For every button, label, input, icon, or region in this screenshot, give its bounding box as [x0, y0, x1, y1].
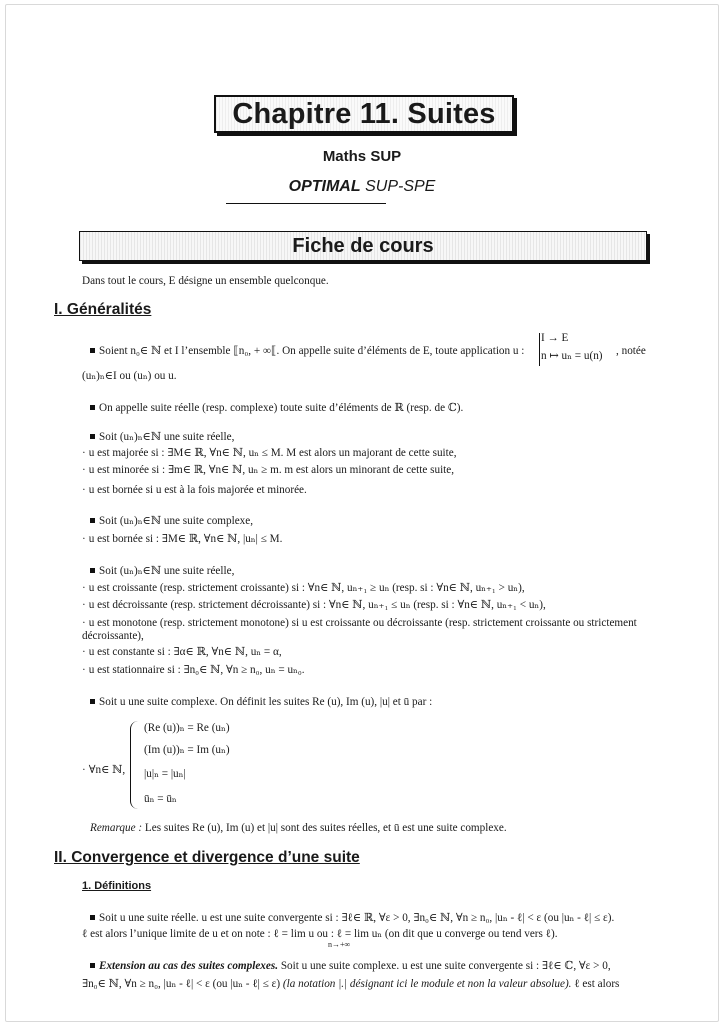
complex-bornee-text: u est bornée si : ∃M∈ ℝ, ∀n∈ ℕ, |uₙ| ≤ M. — [88, 533, 283, 545]
real-seq-text: Soit (uₙ)ₙ∈ℕ une suite réelle, — [99, 431, 235, 443]
subtitle: Maths SUP — [322, 148, 402, 165]
remark-label: Remarque : — [90, 822, 143, 834]
equation-4: ūₙ = ūₙ — [144, 793, 177, 805]
mapping-bar — [539, 333, 540, 366]
mapping-bottom: n ↦ uₙ = u(n) — [541, 350, 603, 362]
monotone-text-1: u est monotone (resp. strictement monotone) si u est croissante ou décroissante (resp. strictement croissante ou strictement — [88, 617, 637, 629]
bullet-icon — [90, 699, 95, 704]
remark — [90, 821, 507, 835]
brand-bold: OPTIMAL — [288, 178, 361, 195]
extension-text-2b: (la notation |.| désignant ici le module et non la valeur absolue). — [282, 978, 572, 990]
limit-subscript: n→+∞ — [328, 940, 351, 949]
complex-def — [90, 695, 432, 709]
mapping-top: I → E — [541, 332, 569, 344]
monotone-item-cont: décroissante), — [82, 630, 144, 642]
bullet-icon — [90, 518, 95, 523]
brand-rest: SUP-SPE — [365, 178, 436, 195]
real-seq2-text: Soit (uₙ)ₙ∈ℕ une suite réelle, — [99, 565, 235, 577]
equation-1: (Re (u))ₙ = Re (uₙ) — [144, 722, 230, 734]
bullet-icon — [90, 568, 95, 573]
decroissante-item: · u est décroissante (resp. strictement décroissante) si : ∀n∈ ℕ, uₙ₊₁ ≤ uₙ (resp. si : ∀n∈ ℕ, uₙ₊₁ < uₙ), — [82, 599, 546, 611]
definition-line-2: (uₙ)ₙ∈I ou (uₙ) ou u. — [82, 370, 177, 382]
constante-item: · u est constante si : ∃α∈ ℝ, ∀n∈ ℕ, uₙ = α, — [82, 646, 282, 658]
extension-line-2 — [82, 977, 619, 991]
extension-line-1 — [90, 959, 611, 973]
brand-line — [6, 178, 718, 196]
convergence-line-2: ℓ est alors l’unique limite de u et on note : ℓ = lim u ou : ℓ = lim uₙ (on dit que u converge ou tend vers ℓ). — [82, 928, 558, 940]
definition-text: Soient n₀∈ ℕ et I l’ensemble ⟦n₀, + ∞⟦. On appelle suite d’éléments de E, toute application u : — [99, 345, 525, 357]
minoree-item: · u est minorée si : ∃m∈ ℝ, ∀n∈ ℕ, uₙ ≥ m. m est alors un minorant de cette suite, — [82, 464, 455, 476]
bullet-icon — [90, 434, 95, 439]
brace-icon — [130, 721, 141, 809]
fiche-title: Fiche de cours — [292, 234, 434, 257]
bullet-icon — [90, 405, 95, 410]
bullet-icon — [90, 348, 95, 353]
extension-text-2a: ∃n₀∈ ℕ, ∀n ≥ n₀, |uₙ - ℓ| < ε (ou |uₙ - ℓ| ≤ ε) — [82, 978, 283, 990]
real-definition-text: On appelle suite réelle (resp. complexe) toute suite d’éléments de ℝ (resp. de ℂ). — [99, 402, 464, 414]
decroissante-text: u est décroissante (resp. strictement décroissante) si : ∀n∈ ℕ, uₙ₊₁ ≤ uₙ (resp. si : ∀n∈ ℕ, uₙ₊₁ < uₙ), — [88, 599, 546, 611]
extension-title: Extension au cas des suites complexes. — [99, 960, 279, 972]
fiche-title-box — [79, 231, 647, 261]
real-seq-intro — [90, 430, 234, 444]
stationnaire-text: u est stationnaire si : ∃n₀∈ ℕ, ∀n ≥ n₀, uₙ = uₙ₀. — [88, 664, 305, 676]
constante-text: u est constante si : ∃α∈ ℝ, ∀n∈ ℕ, uₙ = α, — [88, 646, 282, 658]
monotone-item: · u est monotone (resp. strictement monotone) si u est croissante ou décroissante (resp. strictement croissante ou strictement — [82, 617, 637, 629]
complex-seq-intro — [90, 514, 253, 528]
extension-text-1: Soit u une suite complexe. u est une suite convergente si : ∃ℓ∈ ℂ, ∀ε > 0, — [278, 960, 611, 972]
section-1-title: I. Généralités — [54, 301, 152, 318]
remark-text: Les suites Re (u), Im (u) et |u| sont des suites réelles, et ū est une suite complexe. — [142, 822, 507, 834]
complex-seq-text: Soit (uₙ)ₙ∈ℕ une suite complexe, — [99, 515, 254, 527]
croissante-text: u est croissante (resp. strictement croissante) si : ∀n∈ ℕ, uₙ₊₁ ≥ uₙ (resp. si : ∀n∈ ℕ, uₙ₊₁ > uₙ), — [88, 582, 525, 594]
complex-bornee-item: · u est bornée si : ∃M∈ ℝ, ∀n∈ ℕ, |uₙ| ≤ M. — [82, 533, 283, 545]
brand-underline — [226, 203, 386, 204]
extension-text-2c: ℓ est alors — [571, 978, 620, 990]
definition-line-1 — [90, 344, 524, 358]
mapping — [541, 331, 621, 363]
bornee-text: u est bornée si u est à la fois majorée et minorée. — [88, 484, 307, 496]
convergence-text-1: Soit u une suite réelle. u est une suite convergente si : ∃ℓ∈ ℝ, ∀ε > 0, ∃n₀∈ ℕ, ∀n ≥ n₀, |uₙ - ℓ| < ε (ou |uₙ - ℓ| ≤ ε). — [99, 912, 615, 924]
forall-text: ∀n∈ ℕ, — [88, 764, 126, 776]
majoree-text: u est majorée si : ∃M∈ ℝ, ∀n∈ ℕ, uₙ ≤ M. M est alors un majorant de cette suite, — [88, 447, 457, 459]
chapter-title: Chapitre 11. Suites — [232, 97, 496, 130]
croissante-item: · u est croissante (resp. strictement croissante) si : ∀n∈ ℕ, uₙ₊₁ ≥ uₙ (resp. si : ∀n∈ ℕ, uₙ₊₁ > uₙ), — [82, 582, 525, 594]
bullet-icon — [90, 963, 95, 968]
convergence-line-1 — [90, 911, 614, 925]
bornee-item: · u est bornée si u est à la fois majorée et minorée. — [82, 484, 307, 496]
real-definition — [90, 401, 463, 415]
document-page — [5, 4, 719, 1022]
chapter-title-box — [214, 95, 514, 133]
majoree-item: · u est majorée si : ∃M∈ ℝ, ∀n∈ ℕ, uₙ ≤ M. M est alors un majorant de cette suite, — [82, 447, 457, 459]
complex-def-text: Soit u une suite complexe. On définit les suites Re (u), Im (u), |u| et ū par : — [99, 696, 433, 708]
equation-3: |u|ₙ = |uₙ| — [144, 768, 186, 780]
bullet-icon — [90, 915, 95, 920]
equation-2: (Im (u))ₙ = Im (uₙ) — [144, 744, 230, 756]
real-seq2-intro — [90, 564, 234, 578]
forall-label: · ∀n∈ ℕ, — [82, 764, 126, 776]
stationnaire-item: · u est stationnaire si : ∃n₀∈ ℕ, ∀n ≥ n₀, uₙ = uₙ₀. — [82, 664, 305, 676]
intro-text: Dans tout le cours, E désigne un ensemble quelconque. — [82, 275, 329, 287]
minoree-text: u est minorée si : ∃m∈ ℝ, ∀n∈ ℕ, uₙ ≥ m. m est alors un minorant de cette suite, — [88, 464, 455, 476]
subsection-1-title: 1. Définitions — [82, 880, 152, 892]
section-2-title: II. Convergence et divergence d’une suite — [54, 849, 360, 866]
definition-end: , notée — [616, 345, 646, 357]
